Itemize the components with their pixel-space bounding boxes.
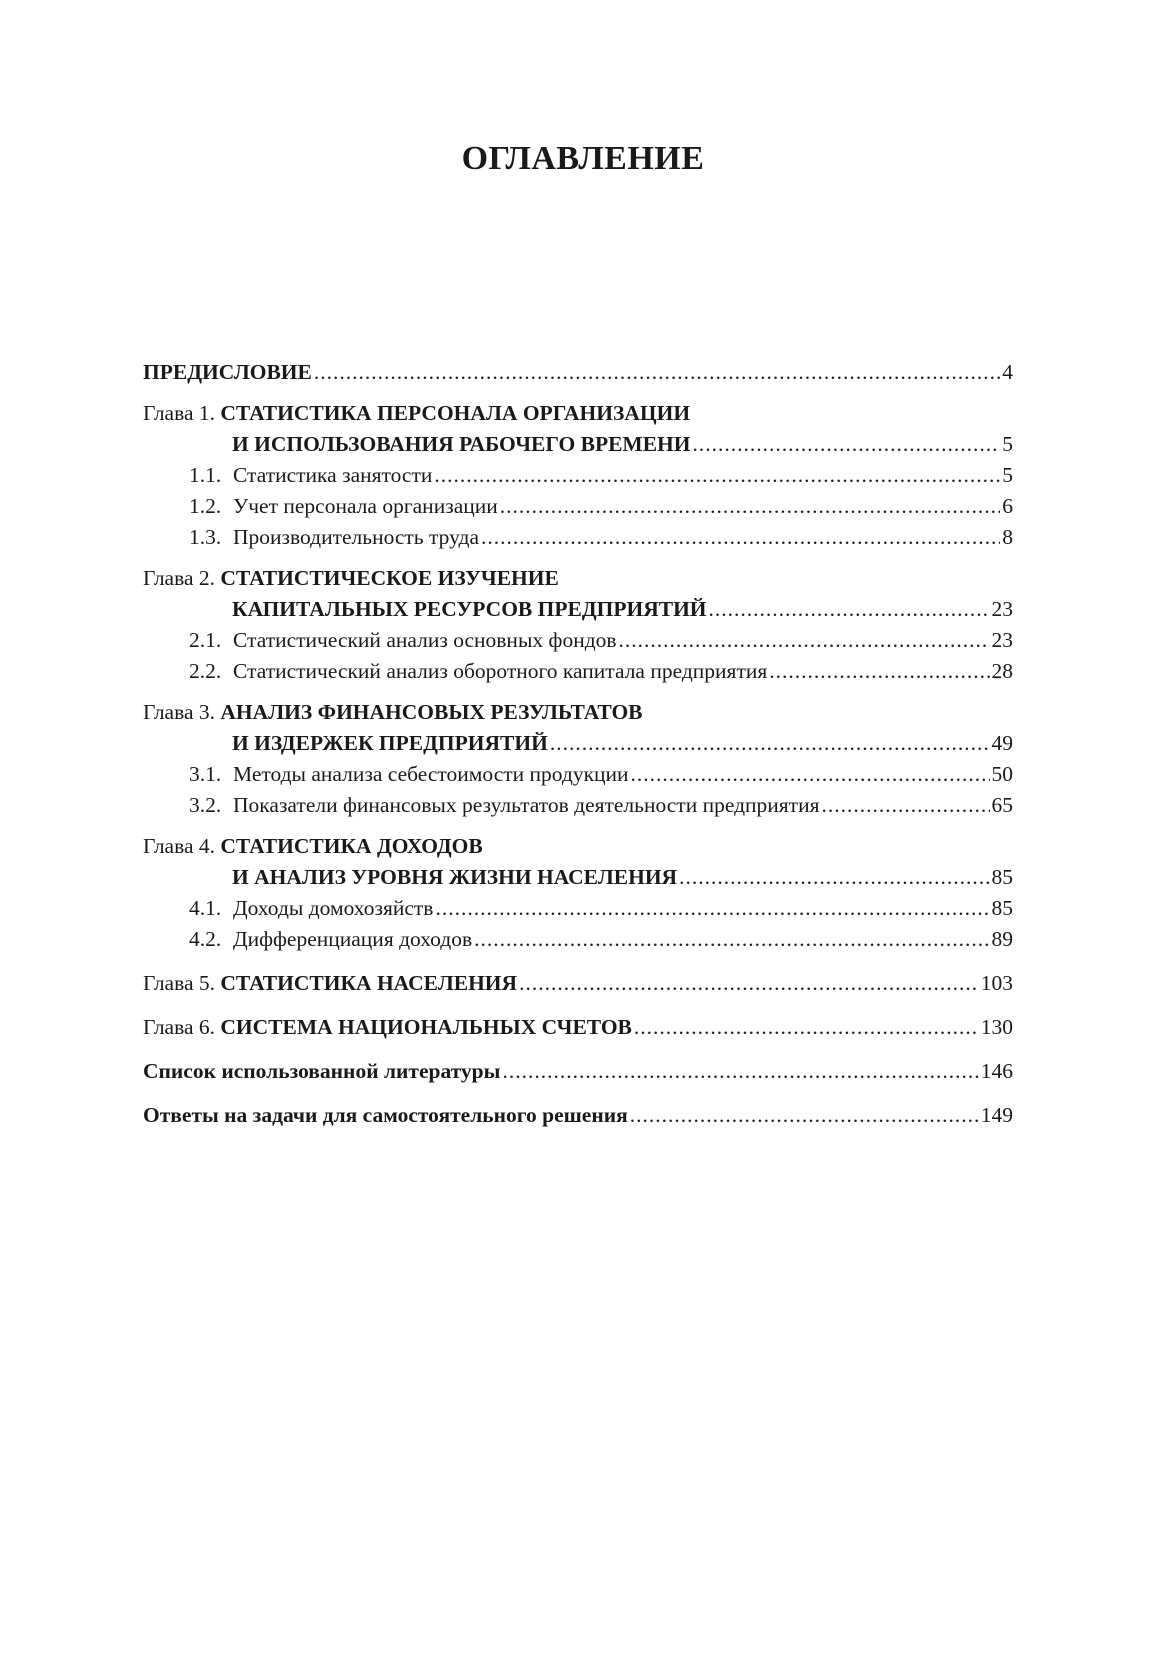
section-number: 4.1.: [189, 896, 222, 920]
toc-chapter-3-entry[interactable]: [143, 728, 1013, 759]
section-title: Учет персонала организации: [233, 494, 498, 518]
section-title: Доходы домохозяйств: [233, 896, 434, 920]
page-number: 89: [991, 927, 1013, 951]
toc-chapter-4-heading[interactable]: [143, 831, 1013, 862]
chapter-prefix: Глава 1.: [143, 401, 215, 425]
toc-chapter-2-entry[interactable]: [143, 594, 1013, 625]
toc-section-1-1[interactable]: [143, 460, 1013, 491]
section-title: Производительность труда: [233, 525, 479, 549]
dot-leader: [550, 728, 990, 759]
entry-label: ПРЕДИСЛОВИЕ: [143, 360, 312, 384]
dot-leader: [631, 759, 990, 790]
section-title: Показатели финансовых результатов деятельности предприятия: [233, 793, 820, 817]
dot-leader: [502, 1056, 978, 1087]
toc-entry-bibliography[interactable]: [143, 1056, 1013, 1087]
toc-chapter-1-heading[interactable]: [143, 398, 1013, 429]
dot-leader: [769, 656, 989, 687]
dot-leader: [481, 522, 1000, 553]
chapter-title-continued: И АНАЛИЗ УРОВНЯ ЖИЗНИ НАСЕЛЕНИЯ: [232, 865, 678, 889]
dot-leader: [619, 625, 990, 656]
toc-section-1-2[interactable]: [143, 491, 1013, 522]
toc-chapter-4-entry[interactable]: [143, 862, 1013, 893]
toc-section-1-3[interactable]: [143, 522, 1013, 553]
dot-leader: [314, 357, 1000, 388]
dot-leader: [634, 1012, 979, 1043]
toc-section-2-1[interactable]: [143, 625, 1013, 656]
chapter-prefix: Глава 3.: [143, 700, 215, 724]
page-number: 65: [991, 793, 1013, 817]
page-number: 28: [991, 659, 1013, 683]
page-number: 49: [991, 731, 1013, 755]
section-number: 2.1.: [189, 628, 222, 652]
entry-label: Список использованной литературы: [143, 1059, 501, 1083]
section-title: Статистика занятости: [233, 463, 433, 487]
toc-chapter-3-heading[interactable]: [143, 697, 1013, 728]
page-number: 50: [991, 762, 1013, 786]
page-number: 149: [980, 1103, 1013, 1127]
dot-leader: [434, 460, 1000, 491]
chapter-title: СТАТИСТИЧЕСКОЕ ИЗУЧЕНИЕ: [220, 566, 559, 590]
dot-leader: [693, 429, 1001, 460]
toc-section-3-2[interactable]: [143, 790, 1013, 821]
entry-label: Ответы на задачи для самостоятельного решения: [143, 1103, 628, 1127]
dot-leader: [519, 968, 979, 999]
chapter-title: АНАЛИЗ ФИНАНСОВЫХ РЕЗУЛЬТАТОВ: [220, 700, 643, 724]
section-number: 4.2.: [189, 927, 222, 951]
chapter-title-continued: КАПИТАЛЬНЫХ РЕСУРСОВ ПРЕДПРИЯТИЙ: [232, 597, 707, 621]
toc-chapter-6-entry[interactable]: [143, 1012, 1013, 1043]
toc-section-4-1[interactable]: [143, 893, 1013, 924]
toc-section-4-2[interactable]: [143, 924, 1013, 955]
page-number: 146: [980, 1059, 1013, 1083]
toc-chapter-1-entry[interactable]: [143, 429, 1013, 460]
chapter-title-continued: И ИЗДЕРЖЕК ПРЕДПРИЯТИЙ: [232, 731, 548, 755]
section-number: 1.3.: [189, 525, 222, 549]
table-of-contents: [143, 357, 1013, 1131]
page-number: 130: [980, 1015, 1013, 1039]
page-number: 5: [1002, 463, 1013, 487]
section-title: Статистический анализ основных фондов: [233, 628, 617, 652]
section-number: 3.2.: [189, 793, 222, 817]
dot-leader: [630, 1100, 979, 1131]
chapter-title: СТАТИСТИКА ДОХОДОВ: [220, 834, 483, 858]
toc-entry-preface[interactable]: [143, 357, 1013, 388]
chapter-title: СИСТЕМА НАЦИОНАЛЬНЫХ СЧЕТОВ: [220, 1015, 632, 1039]
page-number: 85: [991, 896, 1013, 920]
dot-leader: [821, 790, 989, 821]
chapter-prefix: Глава 5.: [143, 971, 215, 995]
dot-leader: [500, 491, 1000, 522]
chapter-prefix: Глава 2.: [143, 566, 215, 590]
page-title: ОГЛАВЛЕНИЕ: [461, 140, 705, 177]
chapter-title-continued: И ИСПОЛЬЗОВАНИЯ РАБОЧЕГО ВРЕМЕНИ: [232, 432, 691, 456]
chapter-title: СТАТИСТИКА НАСЕЛЕНИЯ: [220, 971, 518, 995]
dot-leader: [679, 862, 989, 893]
section-number: 2.2.: [189, 659, 222, 683]
section-number: 1.2.: [189, 494, 222, 518]
page-number: 5: [1002, 432, 1013, 456]
chapter-prefix: Глава 6.: [143, 1015, 215, 1039]
page-number: 23: [991, 597, 1013, 621]
toc-chapter-5-entry[interactable]: [143, 968, 1013, 999]
page-number: 103: [980, 971, 1013, 995]
dot-leader: [474, 924, 989, 955]
section-number: 1.1.: [189, 463, 222, 487]
toc-section-2-2[interactable]: [143, 656, 1013, 687]
toc-chapter-2-heading[interactable]: [143, 563, 1013, 594]
section-title: Статистический анализ оборотного капитала предприятия: [233, 659, 768, 683]
chapter-prefix: Глава 4.: [143, 834, 215, 858]
section-number: 3.1.: [189, 762, 222, 786]
page-number: 6: [1002, 494, 1013, 518]
section-title: Методы анализа себестоимости продукции: [233, 762, 629, 786]
page-number: 8: [1002, 525, 1013, 549]
toc-section-3-1[interactable]: [143, 759, 1013, 790]
page-number: 85: [991, 865, 1013, 889]
page-number: 4: [1002, 360, 1013, 384]
dot-leader: [709, 594, 990, 625]
toc-entry-answers[interactable]: [143, 1100, 1013, 1131]
section-title: Дифференциация доходов: [233, 927, 473, 951]
chapter-title: СТАТИСТИКА ПЕРСОНАЛА ОРГАНИЗАЦИИ: [220, 401, 691, 425]
dot-leader: [435, 893, 989, 924]
page-number: 23: [991, 628, 1013, 652]
